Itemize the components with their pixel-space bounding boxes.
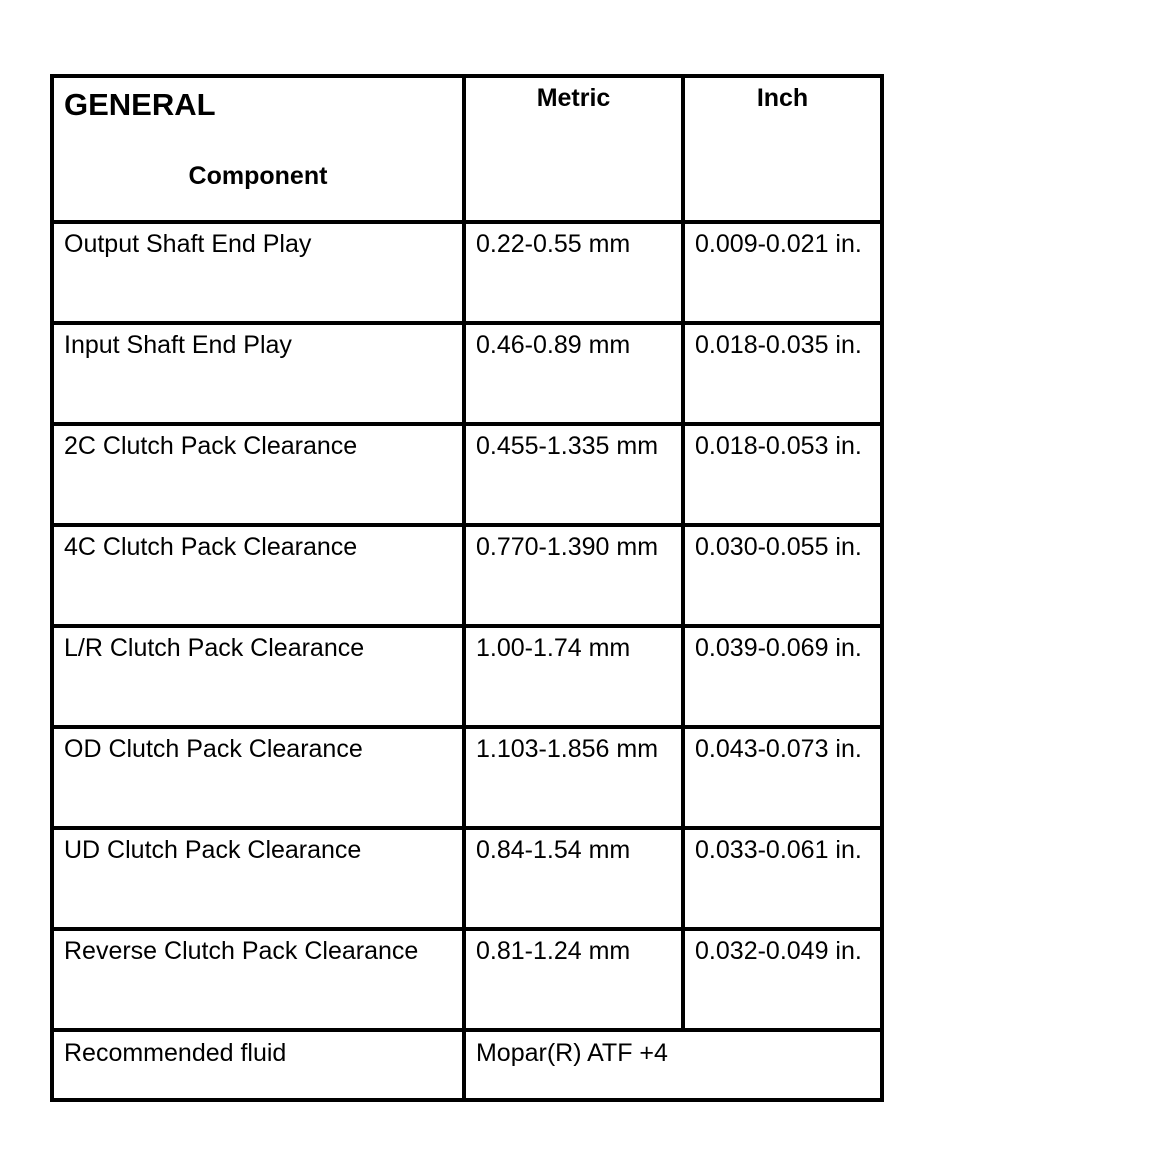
metric-cell: 0.455-1.335 mm xyxy=(464,424,683,525)
metric-cell: 0.84-1.54 mm xyxy=(464,828,683,929)
metric-cell: 0.22-0.55 mm xyxy=(464,222,683,323)
column-heading-component: Component xyxy=(188,162,328,190)
component-cell: Input Shaft End Play xyxy=(52,323,464,424)
table-header-row xyxy=(52,76,882,222)
inch-cell: 0.032-0.049 in. xyxy=(683,929,882,1030)
inch-cell: 0.018-0.053 in. xyxy=(683,424,882,525)
inch-cell: 0.018-0.035 in. xyxy=(683,323,882,424)
recommended-fluid-value: Mopar(R) ATF +4 xyxy=(464,1030,882,1100)
table-row xyxy=(52,525,882,626)
inch-cell: 0.009-0.021 in. xyxy=(683,222,882,323)
header-cell-inch xyxy=(683,76,882,222)
component-cell: OD Clutch Pack Clearance xyxy=(52,727,464,828)
component-cell: UD Clutch Pack Clearance xyxy=(52,828,464,929)
table-row xyxy=(52,828,882,929)
recommended-fluid-row xyxy=(52,1030,882,1100)
component-cell: 2C Clutch Pack Clearance xyxy=(52,424,464,525)
metric-cell: 1.00-1.74 mm xyxy=(464,626,683,727)
component-cell: 4C Clutch Pack Clearance xyxy=(52,525,464,626)
table-row xyxy=(52,222,882,323)
table-row xyxy=(52,929,882,1030)
column-heading-metric: Metric xyxy=(536,84,611,112)
inch-cell: 0.043-0.073 in. xyxy=(683,727,882,828)
inch-cell: 0.030-0.055 in. xyxy=(683,525,882,626)
table-row xyxy=(52,727,882,828)
inch-cell: 0.039-0.069 in. xyxy=(683,626,882,727)
component-cell: L/R Clutch Pack Clearance xyxy=(52,626,464,727)
specifications-table xyxy=(50,74,884,1102)
column-heading-inch: Inch xyxy=(756,84,809,112)
inch-cell: 0.033-0.061 in. xyxy=(683,828,882,929)
metric-cell: 0.770-1.390 mm xyxy=(464,525,683,626)
component-cell: Output Shaft End Play xyxy=(52,222,464,323)
recommended-fluid-label: Recommended fluid xyxy=(52,1030,464,1100)
table-row xyxy=(52,626,882,727)
section-title: GENERAL xyxy=(64,87,216,122)
table-row xyxy=(52,323,882,424)
component-cell: Reverse Clutch Pack Clearance xyxy=(52,929,464,1030)
metric-cell: 1.103-1.856 mm xyxy=(464,727,683,828)
metric-cell: 0.81-1.24 mm xyxy=(464,929,683,1030)
header-cell-metric xyxy=(464,76,683,222)
header-cell-component xyxy=(52,76,464,222)
metric-cell: 0.46-0.89 mm xyxy=(464,323,683,424)
table-row xyxy=(52,424,882,525)
